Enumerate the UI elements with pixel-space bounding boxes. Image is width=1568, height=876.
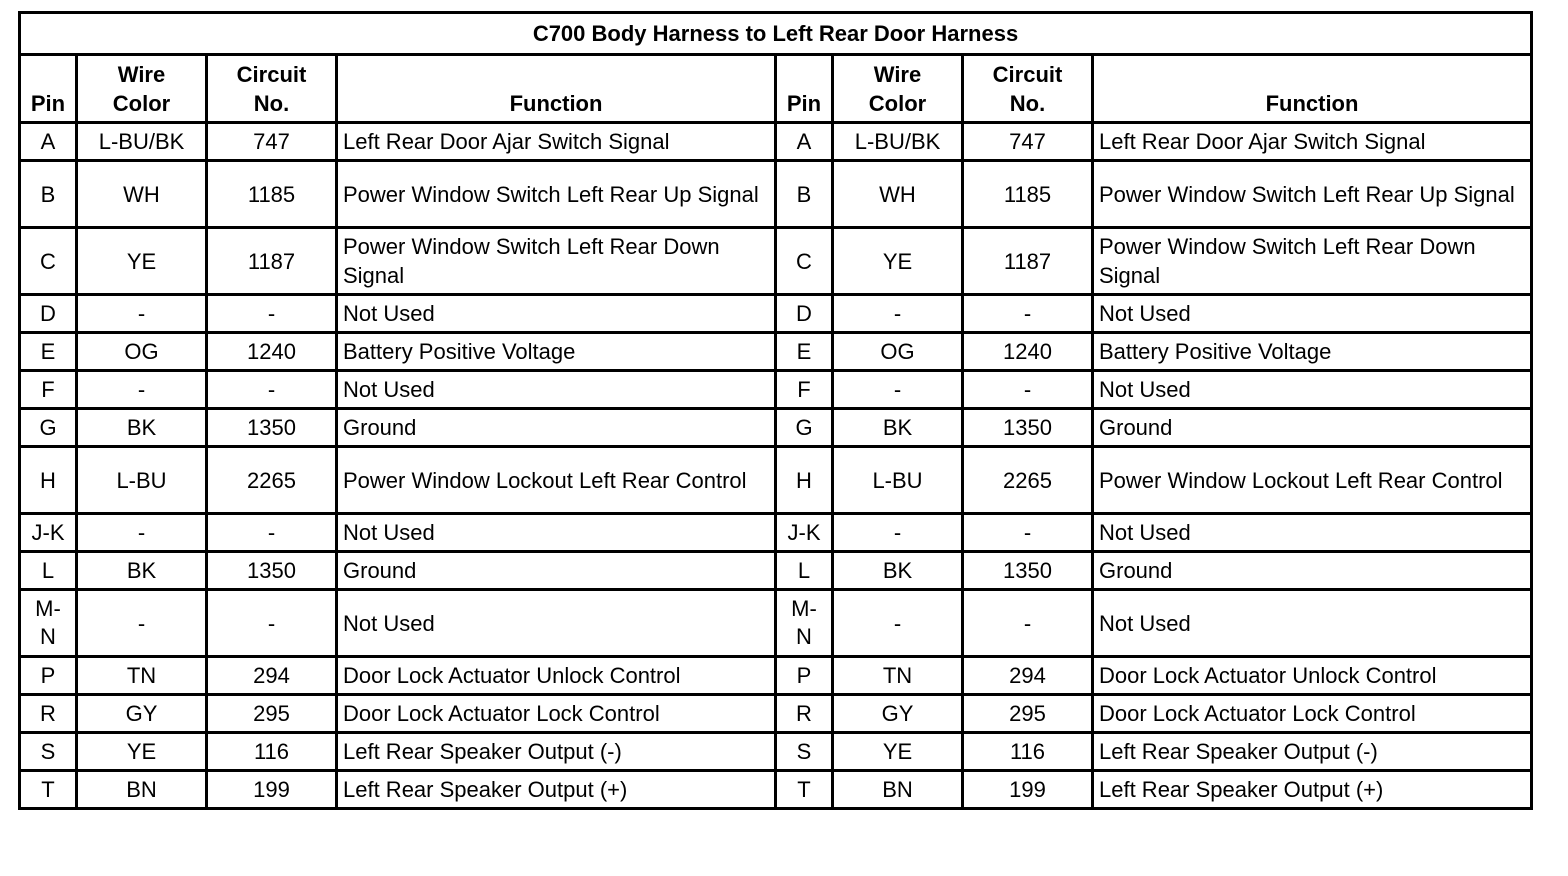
pin-cell-left: S — [20, 733, 77, 771]
table-row — [20, 590, 1532, 657]
wire-color-cell-right: BN — [833, 771, 963, 809]
pin-cell-right: L — [776, 552, 833, 590]
pin-cell-left: R — [20, 695, 77, 733]
pin-cell-right: H — [776, 447, 833, 514]
wire-color-header-line1: Wire — [873, 62, 922, 87]
wire-color-cell-left: - — [77, 514, 207, 552]
wire-color-cell-right: BK — [833, 552, 963, 590]
function-header-left: Function — [337, 55, 776, 123]
pin-cell-right: E — [776, 333, 833, 371]
pin-cell-left: D — [20, 295, 77, 333]
function-cell-left: Not Used — [337, 590, 776, 657]
circuit-cell-right: 116 — [963, 733, 1093, 771]
pin-cell-right: D — [776, 295, 833, 333]
pin-cell-right: A — [776, 123, 833, 161]
pin-cell-right: G — [776, 409, 833, 447]
function-cell-right: Door Lock Actuator Unlock Control — [1093, 657, 1532, 695]
wire-color-cell-left: WH — [77, 161, 207, 228]
circuit-cell-right: 1240 — [963, 333, 1093, 371]
pin-cell-right: R — [776, 695, 833, 733]
function-cell-right: Ground — [1093, 552, 1532, 590]
circuit-cell-right: - — [963, 371, 1093, 409]
circuit-cell-left: - — [207, 295, 337, 333]
title-row — [20, 13, 1532, 55]
table-row — [20, 295, 1532, 333]
pin-cell-left: P — [20, 657, 77, 695]
pin-cell-left: G — [20, 409, 77, 447]
circuit-cell-left: 1185 — [207, 161, 337, 228]
table-body — [20, 123, 1532, 809]
pin-cell-right: S — [776, 733, 833, 771]
wire-color-header-line1: Wire — [117, 62, 166, 87]
circuit-cell-left: 199 — [207, 771, 337, 809]
pin-cell-right: T — [776, 771, 833, 809]
circuit-cell-right: 294 — [963, 657, 1093, 695]
wire-color-cell-left: BK — [77, 409, 207, 447]
function-cell-right: Power Window Switch Left Rear Up Signal — [1093, 161, 1532, 228]
pin-cell-left: A — [20, 123, 77, 161]
circuit-header-right — [963, 55, 1093, 123]
pin-cell-left: H — [20, 447, 77, 514]
circuit-cell-left: 116 — [207, 733, 337, 771]
function-cell-left: Not Used — [337, 371, 776, 409]
circuit-cell-left: 295 — [207, 695, 337, 733]
circuit-cell-left: - — [207, 371, 337, 409]
wire-color-cell-right: YE — [833, 733, 963, 771]
table-row — [20, 657, 1532, 695]
circuit-cell-left: 1350 — [207, 409, 337, 447]
pin-cell-left: B — [20, 161, 77, 228]
wire-color-cell-left: - — [77, 295, 207, 333]
table-row — [20, 733, 1532, 771]
wire-color-header-line2: Color — [868, 91, 927, 116]
wire-color-cell-right: - — [833, 371, 963, 409]
circuit-cell-right: 199 — [963, 771, 1093, 809]
function-cell-right: Not Used — [1093, 371, 1532, 409]
wire-color-cell-left: TN — [77, 657, 207, 695]
pin-cell-left: T — [20, 771, 77, 809]
circuit-cell-right: 1350 — [963, 552, 1093, 590]
pin-cell-right: C — [776, 228, 833, 295]
function-cell-left: Battery Positive Voltage — [337, 333, 776, 371]
pin-cell-left: C — [20, 228, 77, 295]
wire-color-header-left — [77, 55, 207, 123]
table-row — [20, 228, 1532, 295]
function-cell-left: Door Lock Actuator Unlock Control — [337, 657, 776, 695]
table-row — [20, 161, 1532, 228]
circuit-cell-right: 295 — [963, 695, 1093, 733]
table-row — [20, 409, 1532, 447]
function-cell-left: Door Lock Actuator Lock Control — [337, 695, 776, 733]
wire-color-cell-right: BK — [833, 409, 963, 447]
wire-color-cell-right: L-BU/BK — [833, 123, 963, 161]
wire-color-cell-left: YE — [77, 228, 207, 295]
circuit-cell-left: 294 — [207, 657, 337, 695]
function-cell-right: Not Used — [1093, 295, 1532, 333]
circuit-cell-left: 1187 — [207, 228, 337, 295]
wire-color-cell-left: L-BU — [77, 447, 207, 514]
circuit-header-line2: No. — [253, 91, 290, 116]
pin-header-left: Pin — [20, 55, 77, 123]
wire-color-cell-right: - — [833, 514, 963, 552]
function-cell-left: Power Window Switch Left Rear Up Signal — [337, 161, 776, 228]
pin-cell-left: M- N — [20, 590, 77, 657]
function-cell-left: Left Rear Speaker Output (+) — [337, 771, 776, 809]
circuit-cell-right: - — [963, 295, 1093, 333]
wire-color-cell-right: GY — [833, 695, 963, 733]
table-row — [20, 695, 1532, 733]
function-cell-left: Not Used — [337, 295, 776, 333]
circuit-header-line1: Circuit — [992, 62, 1063, 87]
circuit-cell-right: - — [963, 590, 1093, 657]
table-row — [20, 552, 1532, 590]
pin-cell-right: P — [776, 657, 833, 695]
circuit-cell-left: 2265 — [207, 447, 337, 514]
wire-color-cell-right: L-BU — [833, 447, 963, 514]
circuit-header-line2: No. — [1009, 91, 1046, 116]
pin-cell-right: F — [776, 371, 833, 409]
function-cell-left: Left Rear Door Ajar Switch Signal — [337, 123, 776, 161]
function-cell-left: Left Rear Speaker Output (-) — [337, 733, 776, 771]
pin-cell-left: E — [20, 333, 77, 371]
function-cell-right: Not Used — [1093, 514, 1532, 552]
circuit-header-line1: Circuit — [236, 62, 307, 87]
pin-cell-left: J-K — [20, 514, 77, 552]
wire-color-cell-left: GY — [77, 695, 207, 733]
function-header-right: Function — [1093, 55, 1532, 123]
circuit-cell-left: - — [207, 514, 337, 552]
function-cell-right: Power Window Lockout Left Rear Control — [1093, 447, 1532, 514]
wire-color-cell-left: BN — [77, 771, 207, 809]
circuit-cell-right: - — [963, 514, 1093, 552]
circuit-cell-right: 1185 — [963, 161, 1093, 228]
wire-color-cell-left: - — [77, 590, 207, 657]
function-cell-right: Not Used — [1093, 590, 1532, 657]
wire-color-cell-left: L-BU/BK — [77, 123, 207, 161]
connector-table — [18, 11, 1533, 810]
circuit-header-left — [207, 55, 337, 123]
wire-color-cell-right: - — [833, 295, 963, 333]
function-cell-right: Left Rear Speaker Output (+) — [1093, 771, 1532, 809]
pin-cell-left: F — [20, 371, 77, 409]
pin-cell-right: M- N — [776, 590, 833, 657]
wire-color-cell-right: - — [833, 590, 963, 657]
function-cell-left: Not Used — [337, 514, 776, 552]
table-row — [20, 123, 1532, 161]
pin-cell-left: L — [20, 552, 77, 590]
function-cell-right: Left Rear Door Ajar Switch Signal — [1093, 123, 1532, 161]
wire-color-cell-left: BK — [77, 552, 207, 590]
circuit-cell-left: 1240 — [207, 333, 337, 371]
table-row — [20, 514, 1532, 552]
table-row — [20, 371, 1532, 409]
circuit-cell-left: - — [207, 590, 337, 657]
circuit-cell-left: 747 — [207, 123, 337, 161]
pin-cell-right: J-K — [776, 514, 833, 552]
wire-color-cell-right: YE — [833, 228, 963, 295]
function-cell-left: Ground — [337, 552, 776, 590]
circuit-cell-right: 1350 — [963, 409, 1093, 447]
wire-color-cell-right: OG — [833, 333, 963, 371]
function-cell-left: Power Window Switch Left Rear Down Signal — [337, 228, 776, 295]
function-cell-right: Ground — [1093, 409, 1532, 447]
function-cell-right: Left Rear Speaker Output (-) — [1093, 733, 1532, 771]
wire-color-cell-left: YE — [77, 733, 207, 771]
wire-color-cell-left: OG — [77, 333, 207, 371]
table-title: C700 Body Harness to Left Rear Door Harness — [20, 13, 1532, 55]
table-row — [20, 447, 1532, 514]
function-cell-left: Ground — [337, 409, 776, 447]
wire-color-cell-right: WH — [833, 161, 963, 228]
circuit-cell-right: 2265 — [963, 447, 1093, 514]
function-cell-left: Power Window Lockout Left Rear Control — [337, 447, 776, 514]
pin-header-right: Pin — [776, 55, 833, 123]
pin-cell-right: B — [776, 161, 833, 228]
function-cell-right: Battery Positive Voltage — [1093, 333, 1532, 371]
function-cell-right: Door Lock Actuator Lock Control — [1093, 695, 1532, 733]
header-row — [20, 55, 1532, 123]
wire-color-header-line2: Color — [112, 91, 171, 116]
function-cell-right: Power Window Switch Left Rear Down Signal — [1093, 228, 1532, 295]
wire-color-cell-left: - — [77, 371, 207, 409]
table-row — [20, 771, 1532, 809]
circuit-cell-left: 1350 — [207, 552, 337, 590]
circuit-cell-right: 1187 — [963, 228, 1093, 295]
wire-color-cell-right: TN — [833, 657, 963, 695]
table-row — [20, 333, 1532, 371]
circuit-cell-right: 747 — [963, 123, 1093, 161]
wire-color-header-right — [833, 55, 963, 123]
